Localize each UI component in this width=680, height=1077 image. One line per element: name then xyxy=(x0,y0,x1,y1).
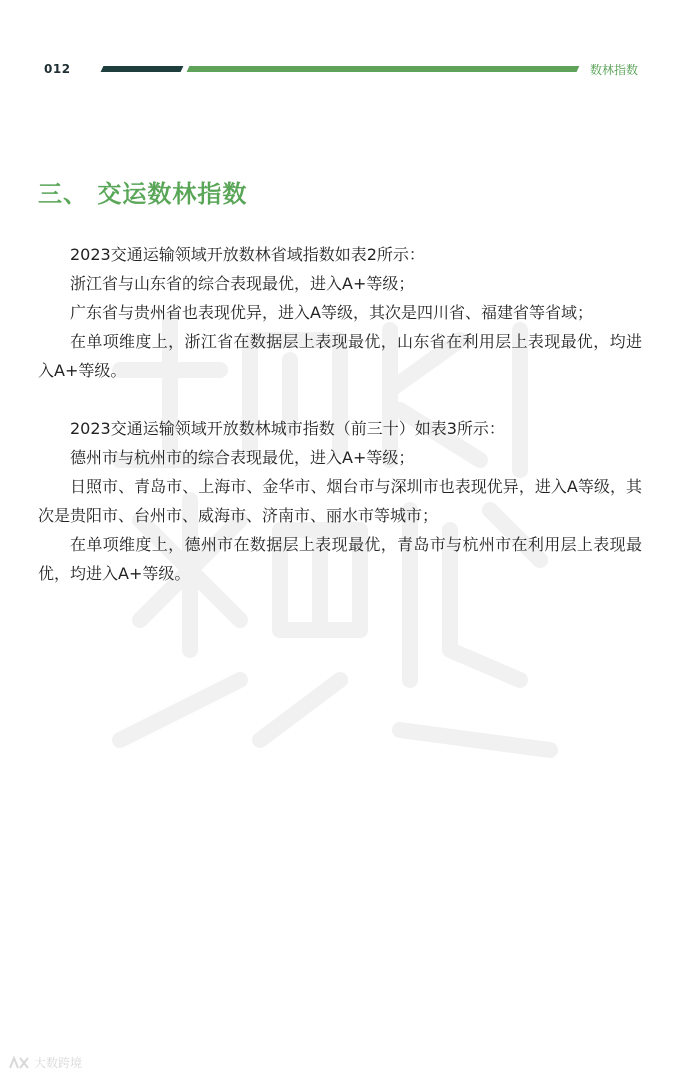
header-bar-dark xyxy=(101,66,184,72)
paragraph: 日照市、青岛市、上海市、金华市、烟台市与深圳市也表现优异，进入A等级，其次是贵阳市、台州市、威海市、济南市、丽水市等城市； xyxy=(38,477,642,525)
paragraph: 广东省与贵州省也表现优异，进入A等级，其次是四川省、福建省等省域； xyxy=(70,303,593,322)
watermark-text: 大数跨境 xyxy=(34,1056,83,1070)
body-text xyxy=(38,240,642,588)
section-title: 三、 交运数林指数 xyxy=(38,180,248,208)
paragraph: 2023交通运输领域开放数林城市指数（前三十）如表3所示： xyxy=(70,419,505,438)
page-number: 012 xyxy=(44,62,71,76)
paragraph: 2023交通运输领域开放数林省域指数如表2所示： xyxy=(70,245,425,264)
paragraph: 浙江省与山东省的综合表现最优，进入A+等级； xyxy=(70,274,415,293)
watermark-logo-icon xyxy=(8,1056,30,1070)
paragraph: 在单项维度上，德州市在数据层上表现最优，青岛市与杭州市在利用层上表现最优，均进入A+等级。 xyxy=(38,535,642,583)
header-label: 数林指数 xyxy=(589,63,638,77)
footer-watermark xyxy=(8,1054,82,1071)
header-bar-green xyxy=(187,66,580,72)
paragraph: 德州市与杭州市的综合表现最优，进入A+等级； xyxy=(70,448,415,467)
paragraph: 在单项维度上，浙江省在数据层上表现最优，山东省在利用层上表现最优，均进入A+等级。 xyxy=(38,332,642,380)
paragraph-gap xyxy=(38,385,642,414)
